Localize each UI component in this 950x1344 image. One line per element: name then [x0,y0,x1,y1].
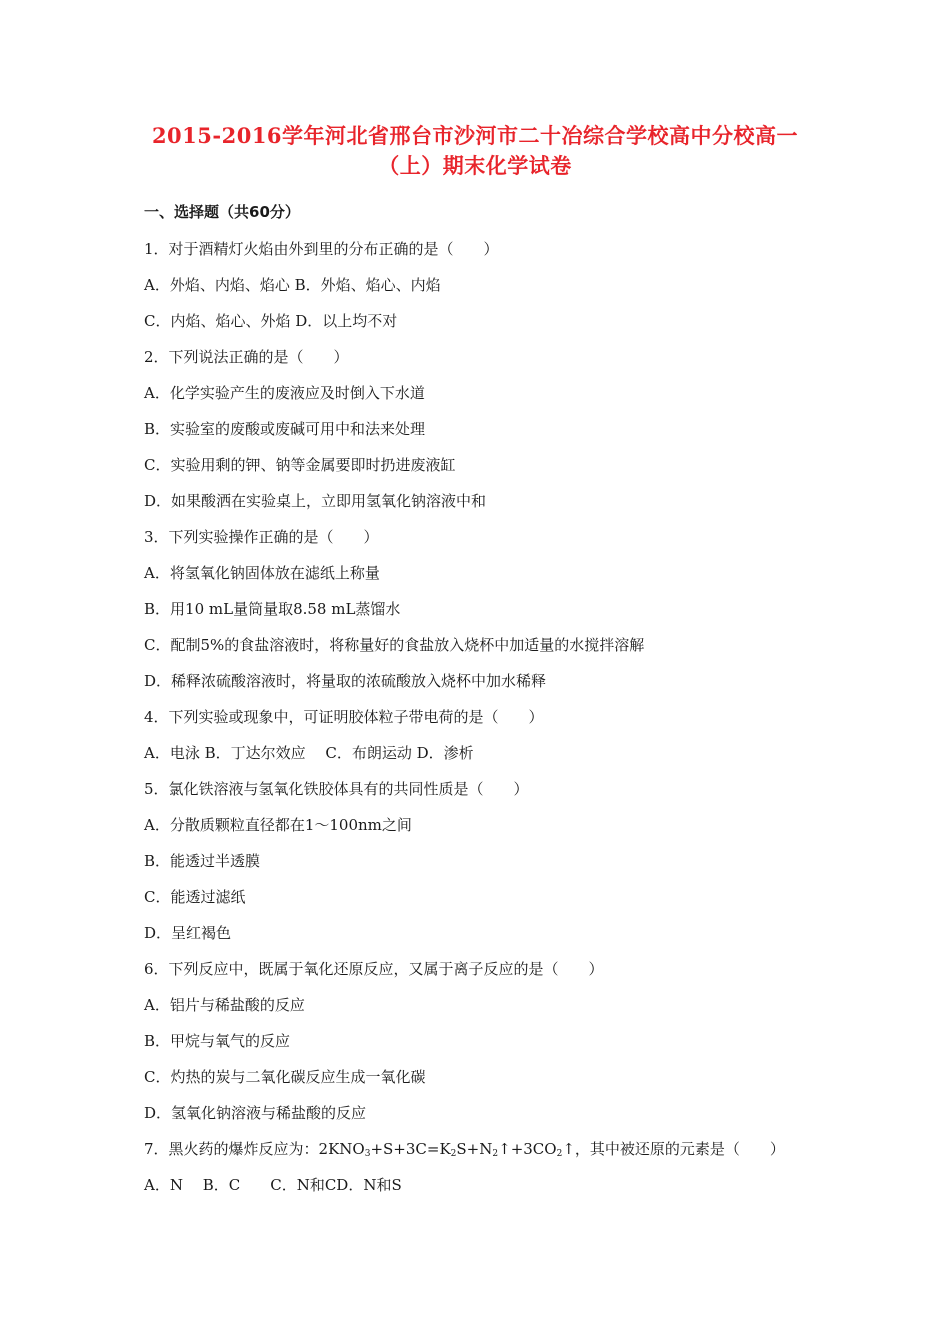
q7-subscript: 2 [492,1149,499,1159]
q6-option-b: B．甲烷与氧气的反应 [144,1032,291,1050]
question-4: 4．下列实验或现象中，可证明胶体粒子带电荷的是（ ） [144,708,544,726]
question-7 [144,1138,785,1159]
page-title-line2: （上）期末化学试卷 [378,153,572,178]
q6-option-a: A．铝片与稀盐酸的反应 [144,996,305,1014]
q6-option-d: D．氢氧化钠溶液与稀盐酸的反应 [144,1104,367,1122]
q5-option-c: C．能透过滤纸 [144,888,246,906]
q6-option-c: C．灼热的炭与二氧化碳反应生成一氧化碳 [144,1068,426,1086]
q5-option-b: B．能透过半透膜 [144,852,261,870]
q7-text-suffix: ↑，其中被还原的元素是（ ） [562,1140,785,1158]
q7-options: A．N B．C C．N和CD．N和S [144,1176,402,1194]
question-6: 6．下列反应中，既属于氧化还原反应，又属于离子反应的是（ ） [144,960,604,978]
q4-options: A．电泳 B．丁达尔效应 C．布朗运动 D．渗析 [144,744,474,762]
q3-option-d: D．稀释浓硫酸溶液时，将量取的浓硫酸放入烧杯中加水稀释 [144,672,547,690]
q1-options-cd: C．内焰、焰心、外焰 D．以上均不对 [144,312,398,330]
question-2: 2．下列说法正确的是（ ） [144,348,349,366]
q7-text: ↑+3CO [498,1140,557,1158]
q2-option-b: B．实验室的废酸或废碱可用中和法来处理 [144,420,426,438]
q5-option-a: A．分散质颗粒直径都在1～100nm之间 [144,816,412,834]
q7-subscript: 3 [364,1149,371,1159]
q7-text: S+N [456,1140,493,1158]
q1-options-ab: A．外焰、内焰、焰心 B．外焰、焰心、内焰 [144,276,441,294]
q7-subscript: 2 [450,1149,457,1159]
q3-option-b: B．用10 mL量筒量取8.58 mL蒸馏水 [144,600,401,618]
page-title-line1: 2015-2016学年河北省邢台市沙河市二十冶综合学校高中分校高一 [151,123,799,148]
question-3: 3．下列实验操作正确的是（ ） [144,528,379,546]
q5-option-d: D．呈红褐色 [144,924,232,942]
question-1: 1．对于酒精灯火焰由外到里的分布正确的是（ ） [144,240,499,258]
q7-text: +S+3C=K [370,1140,451,1158]
q2-option-d: D．如果酸洒在实验桌上，立即用氢氧化钠溶液中和 [144,492,487,510]
q2-option-c: C．实验用剩的钾、钠等金属要即时扔进废液缸 [144,456,456,474]
q3-option-c: C．配制5%的食盐溶液时，将称量好的食盐放入烧杯中加适量的水搅拌溶解 [144,636,645,654]
question-5: 5．氯化铁溶液与氢氧化铁胶体具有的共同性质是（ ） [144,780,529,798]
q2-option-a: A．化学实验产生的废液应及时倒入下水道 [144,384,425,402]
section-heading: 一、选择题（共60分） [144,203,300,221]
q7-subscript: 2 [556,1149,563,1159]
q7-text-prefix: 7．黑火药的爆炸反应为：2KNO [144,1140,365,1158]
q3-option-a: A．将氢氧化钠固体放在滤纸上称量 [144,564,380,582]
